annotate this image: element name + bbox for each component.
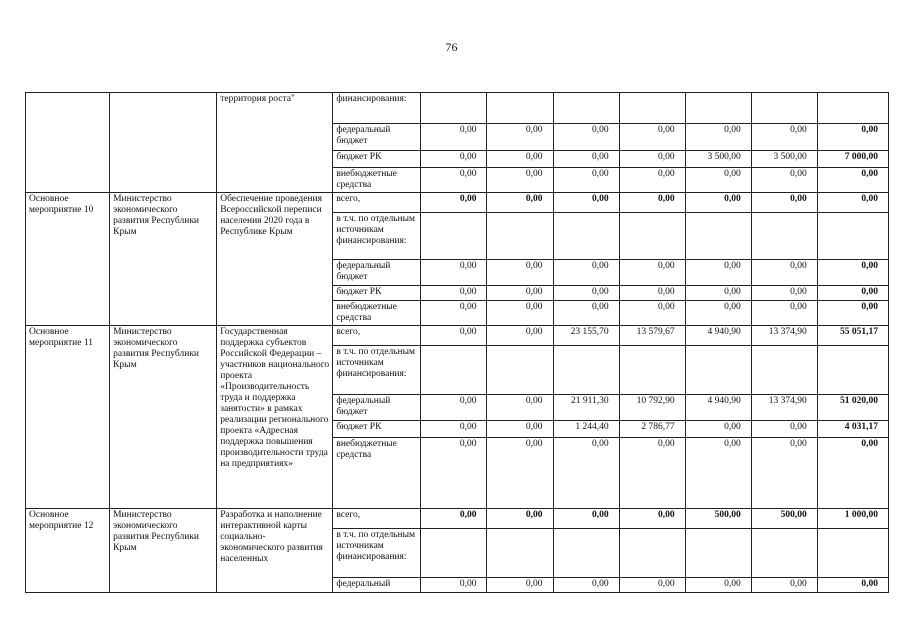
total-label-cell: всего, (333, 509, 421, 529)
value-cell: 0,00 (553, 151, 619, 168)
empty-value-cell (619, 213, 685, 260)
empty-value-cell (619, 346, 685, 395)
value-cell: 0,00 (487, 326, 553, 346)
rk-label-cell: бюджет РК (333, 421, 421, 438)
funding-label-cell: финансирования: (333, 93, 421, 124)
total-value-cell: 0,00 (817, 286, 888, 301)
table-row (26, 193, 889, 213)
value-cell: 0,00 (421, 438, 487, 509)
value-cell: 0,00 (487, 260, 553, 286)
page-number: 76 (445, 40, 458, 54)
value-cell: 0,00 (619, 193, 685, 213)
value-cell: 0,00 (553, 438, 619, 509)
measure-code-cell: Основное мероприятие 10 (26, 193, 110, 326)
sources-label-cell: в т.ч. по отдельным источникам финансирования: (333, 529, 421, 578)
empty-value-cell (817, 213, 888, 260)
value-cell: 23 155,70 (553, 326, 619, 346)
ministry-cell: Министерство экономического развития Республики Крым (110, 509, 217, 593)
value-cell: 0,00 (751, 578, 817, 593)
value-cell: 10 792,90 (619, 395, 685, 421)
empty-value-cell (421, 93, 487, 124)
value-cell: 2 786,77 (619, 421, 685, 438)
sources-label-cell: в т.ч. по отдельным источникам финансирования: (333, 346, 421, 395)
value-cell: 0,00 (421, 193, 487, 213)
table-row (26, 509, 889, 529)
value-cell: 0,00 (421, 151, 487, 168)
value-cell: 0,00 (421, 168, 487, 193)
empty-value-cell (619, 529, 685, 578)
value-cell: 0,00 (487, 395, 553, 421)
total-value-cell: 0,00 (817, 438, 888, 509)
value-cell: 0,00 (421, 421, 487, 438)
measure-name-cell: Государственная поддержка субъектов Российской Федерации – участников национального проекта «Производительность труда и поддержка занятости» в рамках реализации регионального проекта «Адресная поддержка повышения производительности труда на предприятиях» (217, 326, 333, 509)
federal-label-cell: федеральный бюджет (333, 395, 421, 421)
total-value-cell: 4 031,17 (817, 421, 888, 438)
value-cell: 0,00 (421, 578, 487, 593)
empty-value-cell (553, 213, 619, 260)
value-cell: 0,00 (685, 168, 751, 193)
total-value-cell: 0,00 (817, 168, 888, 193)
value-cell: 0,00 (685, 301, 751, 326)
value-cell: 0,00 (553, 124, 619, 151)
total-value-cell: 0,00 (817, 124, 888, 151)
empty-value-cell (685, 529, 751, 578)
value-cell: 0,00 (553, 578, 619, 593)
value-cell: 0,00 (421, 509, 487, 529)
value-cell: 500,00 (685, 509, 751, 529)
value-cell: 13 579,67 (619, 326, 685, 346)
value-cell: 0,00 (553, 286, 619, 301)
extra-label-cell: внебюджетные средства (333, 301, 421, 326)
value-cell: 0,00 (487, 151, 553, 168)
total-label-cell: всего, (333, 326, 421, 346)
empty-value-cell (817, 346, 888, 395)
empty-value-cell (685, 93, 751, 124)
source-label-cell: внебюджетные средства (333, 168, 421, 193)
measure-code-cell: Основное мероприятие 11 (26, 326, 110, 509)
value-cell: 0,00 (421, 326, 487, 346)
value-cell: 3 500,00 (751, 151, 817, 168)
value-cell: 0,00 (619, 438, 685, 509)
empty-value-cell (817, 529, 888, 578)
value-cell: 0,00 (553, 168, 619, 193)
measure-code-cell (26, 93, 110, 193)
total-label-cell: всего, (333, 193, 421, 213)
empty-value-cell (421, 346, 487, 395)
value-cell: 0,00 (685, 124, 751, 151)
value-cell: 3 500,00 (685, 151, 751, 168)
value-cell: 0,00 (487, 301, 553, 326)
measure-code-cell: Основное мероприятие 12 (26, 509, 110, 593)
measure-name-cell: Обеспечение проведения Всероссийской переписи населения 2020 года в Республике Крым (217, 193, 333, 326)
value-cell: 0,00 (487, 124, 553, 151)
value-cell: 0,00 (421, 301, 487, 326)
empty-value-cell (619, 93, 685, 124)
empty-value-cell (553, 93, 619, 124)
federal-label-cell: федеральный (333, 578, 421, 593)
value-cell: 0,00 (685, 438, 751, 509)
ministry-cell (110, 93, 217, 193)
value-cell: 0,00 (553, 260, 619, 286)
value-cell: 0,00 (685, 578, 751, 593)
value-cell: 0,00 (751, 438, 817, 509)
empty-value-cell (817, 93, 888, 124)
empty-value-cell (487, 93, 553, 124)
empty-value-cell (751, 346, 817, 395)
ministry-cell: Министерство экономического развития Республики Крым (110, 193, 217, 326)
total-value-cell: 55 051,17 (817, 326, 888, 346)
empty-value-cell (685, 213, 751, 260)
value-cell: 0,00 (619, 260, 685, 286)
table-row (26, 326, 889, 346)
value-cell: 0,00 (619, 301, 685, 326)
empty-value-cell (421, 213, 487, 260)
value-cell: 0,00 (751, 301, 817, 326)
value-cell: 0,00 (685, 193, 751, 213)
value-cell: 0,00 (421, 124, 487, 151)
value-cell: 0,00 (685, 421, 751, 438)
source-label-cell: федеральный бюджет (333, 124, 421, 151)
ministry-cell: Министерство экономического развития Республики Крым (110, 326, 217, 509)
value-cell: 21 911,30 (553, 395, 619, 421)
value-cell: 0,00 (421, 286, 487, 301)
value-cell: 0,00 (751, 421, 817, 438)
federal-label-cell: федеральный бюджет (333, 260, 421, 286)
value-cell: 0,00 (751, 286, 817, 301)
empty-value-cell (553, 346, 619, 395)
value-cell: 13 374,90 (751, 326, 817, 346)
value-cell: 1 244,40 (553, 421, 619, 438)
value-cell: 0,00 (487, 438, 553, 509)
total-value-cell: 0,00 (817, 301, 888, 326)
empty-value-cell (487, 529, 553, 578)
empty-value-cell (685, 346, 751, 395)
total-value-cell: 1 000,00 (817, 509, 888, 529)
budget-table (25, 92, 889, 593)
empty-value-cell (751, 213, 817, 260)
value-cell: 0,00 (487, 193, 553, 213)
value-cell: 0,00 (553, 193, 619, 213)
measure-name-cell: территория роста" (217, 93, 333, 193)
empty-value-cell (487, 346, 553, 395)
empty-value-cell (553, 529, 619, 578)
value-cell: 0,00 (751, 193, 817, 213)
value-cell: 0,00 (619, 151, 685, 168)
value-cell: 4 940,90 (685, 395, 751, 421)
rk-label-cell: бюджет РК (333, 286, 421, 301)
empty-value-cell (751, 529, 817, 578)
value-cell: 0,00 (685, 286, 751, 301)
value-cell: 0,00 (619, 168, 685, 193)
value-cell: 500,00 (751, 509, 817, 529)
value-cell: 0,00 (421, 260, 487, 286)
empty-value-cell (487, 213, 553, 260)
extra-label-cell: внебюджетные средства (333, 438, 421, 509)
empty-value-cell (421, 529, 487, 578)
empty-value-cell (751, 93, 817, 124)
total-value-cell: 7 000,00 (817, 151, 888, 168)
value-cell: 13 374,90 (751, 395, 817, 421)
measure-name-cell: Разработка и наполнение интерактивной карты социально-экономического развития населенных (217, 509, 333, 593)
value-cell: 0,00 (487, 286, 553, 301)
value-cell: 0,00 (553, 301, 619, 326)
value-cell: 0,00 (751, 260, 817, 286)
value-cell: 0,00 (487, 168, 553, 193)
value-cell: 0,00 (421, 395, 487, 421)
total-value-cell: 0,00 (817, 260, 888, 286)
value-cell: 0,00 (619, 286, 685, 301)
value-cell: 0,00 (751, 168, 817, 193)
sources-label-cell: в т.ч. по отдельным источникам финансирования: (333, 213, 421, 260)
total-value-cell: 0,00 (817, 578, 888, 593)
value-cell: 0,00 (685, 260, 751, 286)
value-cell: 4 940,90 (685, 326, 751, 346)
value-cell: 0,00 (619, 124, 685, 151)
value-cell: 0,00 (487, 509, 553, 529)
table-row (26, 93, 889, 124)
source-label-cell: бюджет РК (333, 151, 421, 168)
value-cell: 0,00 (487, 421, 553, 438)
value-cell: 0,00 (619, 578, 685, 593)
total-value-cell: 0,00 (817, 193, 888, 213)
value-cell: 0,00 (553, 509, 619, 529)
value-cell: 0,00 (619, 509, 685, 529)
value-cell: 0,00 (487, 578, 553, 593)
value-cell: 0,00 (751, 124, 817, 151)
total-value-cell: 51 020,00 (817, 395, 888, 421)
